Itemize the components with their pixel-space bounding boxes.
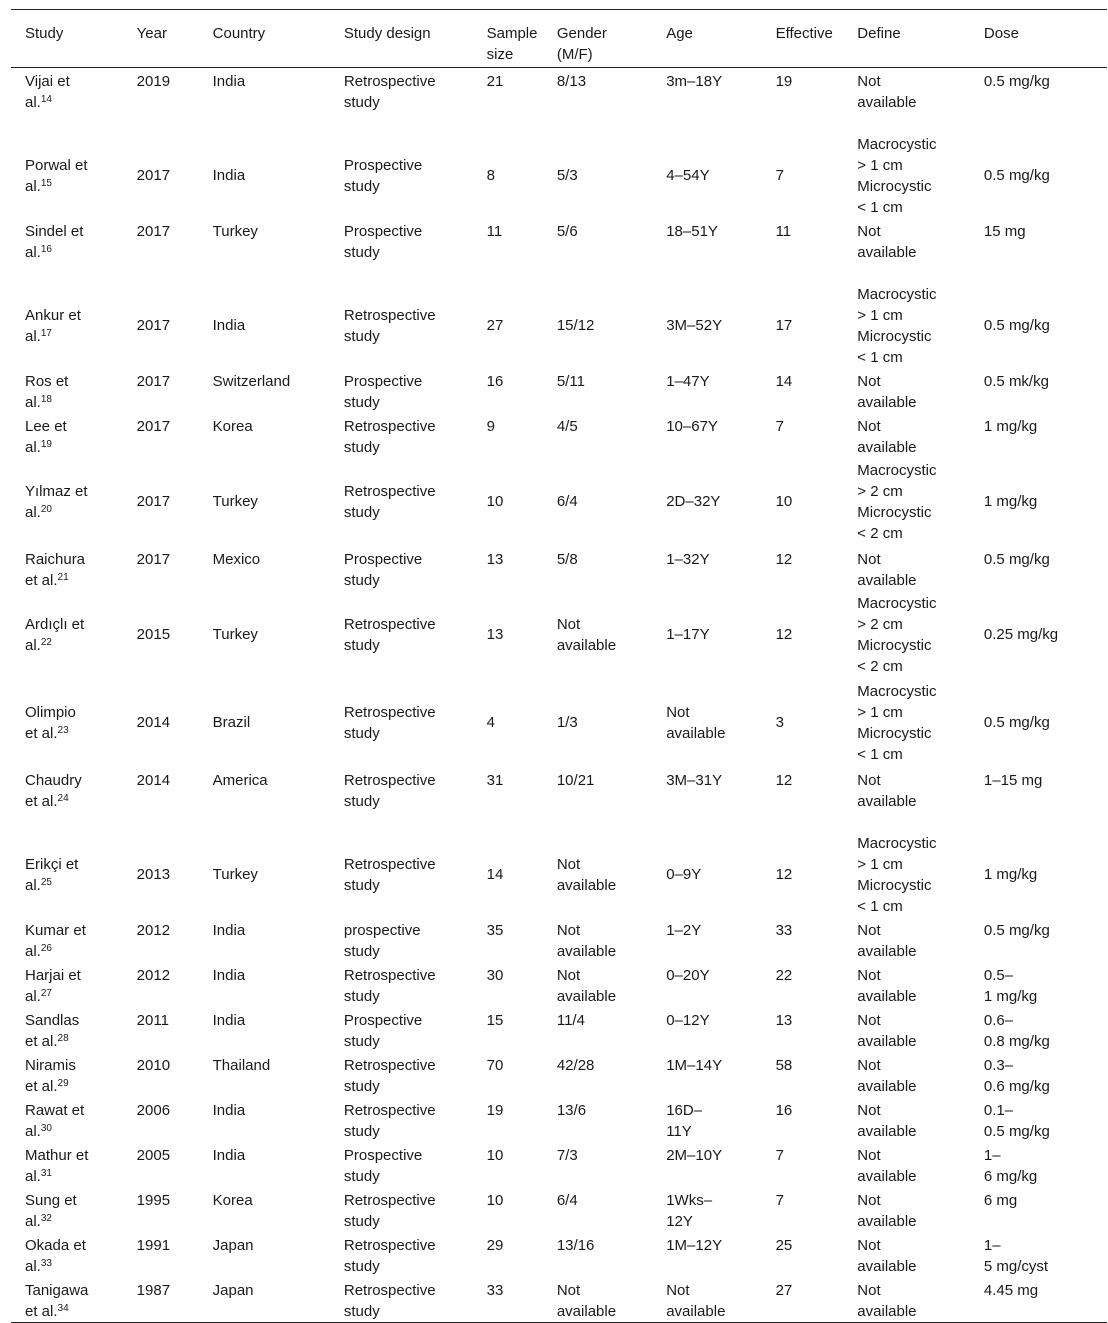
cell-age: 1M–12Y [666,1236,723,1254]
cell-country: India [212,317,246,334]
cell-study [11,962,123,1007]
cell-dose: 4.45 mg [970,1277,1107,1323]
reference-number: 21 [57,571,69,583]
cell-define: Macrocystic > 2 cm Microcystic < 2 cm [857,594,937,675]
cell-year: 1995 [136,1191,171,1209]
cell-effective: 12 [775,626,793,643]
cell-sample-size: 70 [486,1056,504,1074]
cell-sample-size: 14 [486,866,504,883]
cell-year: 1987 [123,1277,199,1323]
cell-dose: 15 mg [983,222,1026,240]
cell-country: Turkey [212,866,258,883]
table-row [11,591,1107,679]
cell-study [11,767,123,833]
cell-year: 2010 [136,1056,171,1074]
study-name: Porwal et al. [25,156,88,195]
cell-year: 2019 [136,73,171,90]
reference-number: 28 [57,1032,69,1044]
cell-study-design: Retrospective study [343,73,436,111]
header-gender: Gender (M/F) [543,10,652,68]
cell-define: Not available [857,550,917,589]
cell-year: 2017 [136,417,171,435]
reference-number: 14 [40,94,52,105]
cell-study-design: Retrospective study [343,966,436,1005]
study-name: Ankur et al. [25,306,81,345]
cell-sample-size: 8 [486,167,495,184]
cell-study-design: Retrospective study [343,1101,436,1140]
cell-age: 10–67Y [666,417,718,435]
table-row [11,679,1107,767]
study-name: Rawat et al. [25,1101,85,1140]
cell-define: Not available [857,1191,917,1230]
cell-study-design: Retrospective study [343,771,436,810]
reference-number: 30 [40,1122,52,1134]
cell-study [11,1277,123,1323]
cell-effective: 12 [775,771,793,789]
cell-study-design: Retrospective study [330,1277,473,1323]
study-name: Ros et al. [25,372,69,411]
study-name: Kumar et al. [25,921,86,960]
cell-sample-size: 19 [486,1101,504,1119]
study-name: Erikçi et al. [25,855,79,894]
cell-effective: 7 [775,167,784,184]
cell-sample-size: 21 [486,73,504,90]
study-name: Lee et al. [25,417,67,456]
cell-define: Not available [857,1236,917,1275]
cell-year: 2017 [136,493,171,510]
cell-dose: 0.5 mg/kg [983,317,1050,334]
reference-number: 32 [40,1212,52,1224]
cell-age: 0–20Y [666,966,710,984]
cell-study [11,368,123,413]
table-row [11,1277,1107,1323]
cell-define: Not available [857,921,917,960]
cell-study [11,679,123,767]
reference-number: 15 [40,177,52,189]
cell-country: Turkey [212,222,258,240]
cell-effective: 13 [775,1011,793,1029]
cell-age: 3M–52Y [666,317,723,334]
cell-year: 2017 [136,372,171,390]
study-name: Niramis et al. [25,1056,76,1095]
cell-study-design: Prospective study [343,550,423,589]
cell-gender: 5/6 [556,222,578,240]
reference-number: 31 [40,1167,52,1179]
table-row [11,546,1107,591]
cell-age: 1Wks– 12Y [666,1191,713,1230]
cell-sample-size: 11 [486,222,503,240]
cell-dose: 0.5 mg/kg [983,73,1050,90]
cell-sample-size: 30 [486,966,504,984]
cell-gender: 6/4 [556,1191,578,1209]
cell-study [11,68,123,134]
study-name: Sindel et al. [25,222,84,261]
cell-country: India [212,73,246,90]
header-dose: Dose [970,10,1107,68]
cell-define: Not available [857,73,917,111]
cell-sample-size: 10 [486,1191,504,1209]
cell-study-design: Prospective study [343,1011,423,1050]
cell-define: Not available [857,1011,917,1050]
cell-dose: 0.5 mg/kg [983,167,1050,184]
cell-sample-size: 29 [486,1236,504,1254]
reference-number: 24 [57,792,69,804]
cell-country: Korea [212,1191,253,1209]
table-header-row [11,10,1107,68]
cell-effective: 25 [775,1236,793,1254]
table-row [11,68,1107,134]
reference-number: 20 [40,503,52,515]
cell-dose: 1 mg/kg [983,417,1038,435]
cell-study [11,458,123,546]
cell-country: Japan [199,1277,330,1323]
table-row [11,218,1107,284]
cell-gender: 15/12 [556,317,595,334]
reference-number: 23 [57,724,69,736]
reference-number: 25 [40,876,52,888]
cell-study-design: Retrospective study [343,1236,436,1275]
cell-year: 2011 [136,1011,169,1029]
cell-gender: 5/11 [556,372,585,390]
cell-study [11,1142,123,1187]
cell-study [11,546,123,591]
cell-study-design: prospective study [343,921,421,960]
reference-number: 27 [40,987,52,999]
cell-study [11,1007,123,1052]
cell-effective: 7 [775,1191,784,1209]
cell-study [11,284,123,368]
cell-age: 16D– 11Y [666,1101,703,1140]
table-row [11,1052,1107,1097]
table-body [11,68,1107,1323]
cell-dose: 1– 5 mg/cyst [983,1236,1049,1275]
cell-gender: 42/28 [556,1056,595,1074]
cell-year: 2012 [136,966,171,984]
cell-country: Korea [212,417,253,435]
cell-age: 3m–18Y [666,73,723,90]
cell-effective: 22 [775,966,793,984]
header-year: Year [123,10,199,68]
cell-effective: 14 [775,372,793,390]
cell-year: 2017 [136,222,171,240]
cell-gender: 1/3 [556,714,578,731]
cell-dose: 1–15 mg [983,771,1043,789]
study-name: Chaudry et al. [25,771,82,810]
study-name: Mathur et al. [25,1146,89,1185]
cell-effective: 27 [762,1277,844,1323]
header-country: Country [199,10,330,68]
cell-year: 1991 [136,1236,171,1254]
cell-age: 1–2Y [666,921,702,939]
reference-number: 29 [57,1077,69,1089]
cell-gender: Not available [556,855,617,894]
cell-dose: 0.1– 0.5 mg/kg [983,1101,1050,1140]
cell-gender: 4/5 [556,417,578,435]
table-row [11,1232,1107,1277]
cell-gender: 5/8 [556,550,578,568]
cell-define: Not available [857,1146,917,1185]
cell-study-design: Prospective study [343,1146,423,1185]
cell-dose: 0.3– 0.6 mg/kg [983,1056,1050,1095]
cell-age: 1–17Y [666,626,710,643]
cell-study-design: Retrospective study [343,855,436,894]
cell-define: Not available [857,222,917,261]
study-name: Sandlas et al. [25,1011,80,1050]
study-name: Okada et al. [25,1236,86,1275]
cell-gender: Not available [543,1277,652,1323]
cell-age: 3M–31Y [666,771,723,789]
cell-sample-size: 27 [486,317,504,334]
study-name: Sung et al. [25,1191,77,1230]
cell-study [11,591,123,679]
cell-age: 1–32Y [666,550,710,568]
table-row [11,1187,1107,1232]
header-effective: Effective [762,10,844,68]
cell-define: Not available [857,372,917,411]
cell-year: 2012 [136,921,171,939]
cell-study-design: Retrospective study [343,1191,436,1230]
cell-gender: Not available [556,921,617,960]
cell-age: 0–12Y [666,1011,710,1029]
cell-age: Not available [666,703,726,742]
cell-define: Not available [857,1101,917,1140]
header-study: Study [11,10,123,68]
cell-study-design: Retrospective study [343,703,436,742]
table-row [11,413,1107,458]
cell-country: America [212,771,268,789]
cell-sample-size: 35 [486,921,504,939]
cell-age: 18–51Y [666,222,718,240]
cell-study-design: Retrospective study [343,1056,436,1095]
cell-dose: 0.5 mg/kg [983,550,1050,568]
reference-number: 16 [40,243,52,255]
cell-year: 2014 [136,771,171,789]
cell-gender: 7/3 [556,1146,578,1164]
cell-sample-size: 33 [473,1277,543,1323]
cell-effective: 17 [775,317,793,334]
cell-age: 0–9Y [666,866,702,883]
cell-year: 2014 [136,714,171,731]
cell-country: India [212,1011,246,1029]
study-name: Yılmaz et al. [25,482,88,521]
cell-year: 2017 [136,317,171,334]
cell-age: Not available [652,1277,761,1323]
cell-study [11,413,123,458]
cell-gender: Not available [556,615,617,654]
cell-sample-size: 10 [486,493,504,510]
table-row [11,767,1107,833]
cell-dose: 1 mg/kg [983,493,1038,510]
cell-age: 1–47Y [666,372,710,390]
cell-country: Turkey [212,626,258,643]
cell-country: Japan [212,1236,254,1254]
cell-study-design: Prospective study [343,156,423,195]
cell-define: Macrocystic > 1 cm Microcystic < 1 cm [857,682,937,763]
header-define: Define [843,10,970,68]
header-sample-size: Sample size [473,10,543,68]
cell-gender: 13/6 [556,1101,587,1119]
cell-dose: 6 mg [983,1191,1018,1209]
cell-year: 2015 [136,626,171,643]
cell-study-design: Prospective study [343,372,423,411]
cell-gender: 6/4 [556,493,578,510]
study-name: Olimpio et al. [25,703,76,742]
cell-effective: 33 [775,921,793,939]
study-name: Vijai et al. [25,73,70,111]
cell-study [11,833,123,917]
cell-study-design: Retrospective study [343,306,436,345]
cell-effective: 3 [775,714,784,731]
table-row [11,917,1107,962]
cell-country: India [212,1146,246,1164]
cell-dose: 0.6– 0.8 mg/kg [983,1011,1050,1050]
cell-effective: 11 [775,222,792,240]
cell-effective: 19 [775,73,793,90]
cell-gender: 13/16 [556,1236,595,1254]
cell-gender: 8/13 [556,73,587,90]
cell-define: Not available [857,966,917,1005]
cell-country: Brazil [212,714,251,731]
cell-sample-size: 13 [486,626,504,643]
cell-effective: 7 [775,417,784,435]
cell-study [11,218,123,284]
cell-age: 4–54Y [666,167,710,184]
table-row [11,368,1107,413]
cell-gender: 11/4 [556,1011,585,1029]
cell-country: India [212,921,246,939]
cell-define: Not available [857,1056,917,1095]
study-name: Raichura et al. [25,550,86,589]
studies-table [11,9,1107,1323]
cell-sample-size: 15 [486,1011,504,1029]
cell-sample-size: 13 [486,550,504,568]
cell-define: Macrocystic > 2 cm Microcystic < 2 cm [857,461,937,542]
table-row [11,458,1107,546]
cell-define: Macrocystic > 1 cm Microcystic < 1 cm [857,834,937,915]
header-age: Age [652,10,761,68]
cell-country: India [212,167,246,184]
cell-sample-size: 31 [486,771,504,789]
cell-country: Thailand [212,1056,271,1074]
cell-country: Turkey [212,493,258,510]
study-name: Ardıçlı et al. [25,615,85,654]
table-row [11,284,1107,368]
cell-define: Not available [857,417,917,456]
cell-year: 2017 [136,167,171,184]
cell-effective: 12 [775,866,793,883]
cell-country: Switzerland [212,372,291,390]
cell-gender: 5/3 [556,167,578,184]
reference-number: 22 [40,636,52,648]
cell-gender: Not available [556,966,617,1005]
cell-age: 1M–14Y [666,1056,723,1074]
cell-sample-size: 10 [486,1146,504,1164]
cell-dose: 0.5 mk/kg [983,372,1049,390]
cell-effective: 7 [775,1146,784,1164]
cell-year: 2006 [136,1101,171,1119]
cell-define: Macrocystic > 1 cm Microcystic < 1 cm [857,135,937,216]
table-row [11,1142,1107,1187]
cell-dose: 0.5 mg/kg [983,714,1050,731]
cell-study-design: Retrospective study [343,417,436,456]
cell-dose: 0.5 mg/kg [983,921,1050,939]
cell-sample-size: 16 [486,372,504,390]
table-row [11,1097,1107,1142]
cell-effective: 10 [775,493,793,510]
cell-study [11,1187,123,1232]
reference-number: 17 [40,327,52,339]
table-row [11,962,1107,1007]
cell-age: 2M–10Y [666,1146,723,1164]
header-study-design: Study design [330,10,473,68]
cell-dose: 1– 6 mg/kg [983,1146,1038,1185]
study-name: Harjai et al. [25,966,81,1005]
cell-year: 2017 [136,550,171,568]
cell-effective: 58 [775,1056,793,1074]
cell-age: 2D–32Y [666,493,721,510]
cell-year: 2005 [136,1146,171,1164]
cell-study [11,1097,123,1142]
cell-define: Macrocystic > 1 cm Microcystic < 1 cm [857,285,937,366]
cell-year: 2013 [136,866,171,883]
table-row [11,833,1107,917]
cell-study [11,134,123,218]
cell-dose: 1 mg/kg [983,866,1038,883]
cell-country: India [212,966,246,984]
cell-dose: 0.25 mg/kg [983,626,1059,643]
cell-study-design: Retrospective study [343,482,436,521]
cell-country: India [212,1101,246,1119]
cell-effective: 16 [775,1101,793,1119]
reference-number: 33 [40,1257,52,1269]
cell-define: Not available [843,1277,970,1323]
cell-sample-size: 4 [486,714,495,731]
reference-number: 26 [40,942,52,954]
table-row [11,134,1107,218]
cell-country: Mexico [212,550,261,568]
study-name: Tanigawa et al. [25,1281,89,1320]
reference-number: 34 [57,1302,69,1314]
cell-dose: 0.5– 1 mg/kg [983,966,1038,1005]
table-row [11,1007,1107,1052]
reference-number: 19 [40,438,52,450]
cell-study [11,917,123,962]
cell-define: Not available [857,771,917,810]
cell-study-design: Retrospective study [343,615,436,654]
cell-study [11,1052,123,1097]
cell-study-design: Prospective study [343,222,423,261]
cell-effective: 12 [775,550,793,568]
cell-study [11,1232,123,1277]
cell-gender: 10/21 [556,771,595,789]
reference-number: 18 [40,393,52,405]
cell-sample-size: 9 [486,417,495,435]
